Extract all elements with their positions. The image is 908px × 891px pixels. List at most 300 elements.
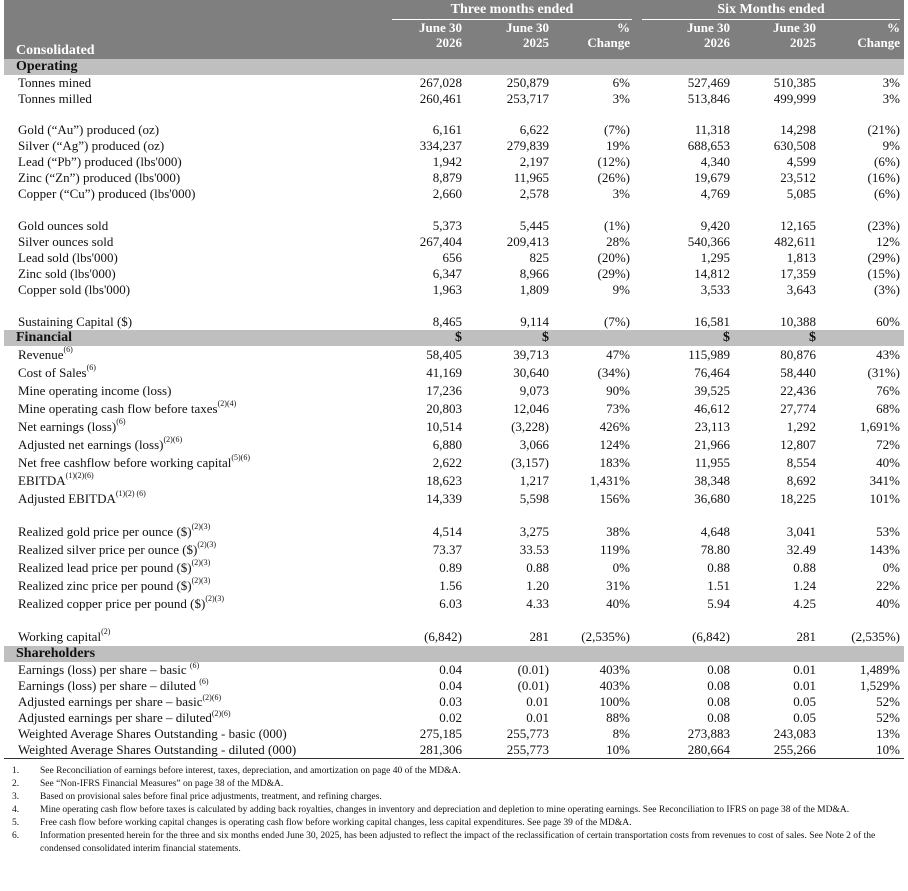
table-row — [4, 490, 904, 508]
cell-value: 5,373 — [432, 218, 462, 233]
cell-value: 58,440 — [780, 365, 816, 380]
row-label — [18, 595, 224, 613]
cell-value: 0.01 — [526, 694, 549, 709]
cell-value: 4,514 — [432, 524, 462, 539]
table-row — [4, 170, 904, 186]
table-row — [4, 577, 904, 595]
cell-value: 510,385 — [773, 75, 816, 90]
table-row — [4, 559, 904, 577]
cell-value: 18,225 — [780, 491, 816, 506]
footnote-ref: (6) — [199, 677, 209, 686]
row-label — [18, 577, 210, 595]
cell-value: 6.03 — [439, 596, 462, 611]
cell-value: 8,966 — [519, 266, 549, 281]
cell-value: 100% — [599, 694, 630, 709]
footnote-ref: (2)(6) — [163, 435, 183, 444]
cell-value: 22,436 — [780, 383, 816, 398]
row-label-text: Weighted Average Shares Outstanding - diluted (000) — [18, 742, 297, 757]
table-row — [4, 628, 904, 646]
cell-value: (3,157) — [511, 455, 549, 470]
row-label — [18, 628, 110, 646]
cell-value: 10% — [876, 742, 900, 757]
cell-value: 426% — [599, 419, 630, 434]
cell-value: 275,185 — [419, 726, 462, 741]
cell-value: 27,774 — [780, 401, 816, 416]
cell-value: 6,161 — [432, 122, 462, 137]
footnote-ref: (2)(6) — [202, 693, 222, 702]
spacer — [4, 613, 904, 628]
cell-value: 5.94 — [707, 596, 730, 611]
cell-value: 0.89 — [439, 560, 462, 575]
table-row — [4, 523, 904, 541]
cell-value: 8,554 — [786, 455, 816, 470]
cell-value: 0.01 — [793, 678, 816, 693]
table-row — [4, 418, 904, 436]
row-label — [18, 266, 116, 282]
six-months-header: Six Months ended — [642, 2, 900, 20]
cell-value: (3%) — [874, 282, 900, 297]
currency-symbol: $ — [455, 330, 462, 345]
cell-value: 250,879 — [506, 75, 549, 90]
cell-value: 1.20 — [526, 578, 549, 593]
cell-value: 2,578 — [519, 186, 549, 201]
cell-value: 28% — [606, 234, 630, 249]
table-row — [4, 742, 904, 759]
cell-value: 1,292 — [786, 419, 816, 434]
cell-value: 1.51 — [707, 578, 730, 593]
cell-value: 8,879 — [432, 170, 462, 185]
table-row — [4, 91, 904, 107]
footnote-ref: (2)(3) — [191, 522, 211, 531]
cell-value: 1,809 — [519, 282, 549, 297]
spacer — [4, 202, 904, 218]
row-label — [18, 742, 296, 758]
cell-value: (6%) — [874, 186, 900, 201]
column-header — [857, 20, 900, 50]
row-label — [18, 250, 118, 266]
row-label — [18, 662, 199, 678]
cell-value: 90% — [606, 383, 630, 398]
spacer — [4, 107, 904, 122]
cell-value: 513,846 — [687, 91, 730, 106]
cell-value: 18,623 — [426, 473, 462, 488]
row-label-text: Earnings (loss) per share – basic — [18, 662, 190, 677]
cell-value: 243,083 — [773, 726, 816, 741]
row-label-text: Copper (“Cu”) produced (lbs'000) — [18, 186, 196, 201]
row-label — [18, 122, 159, 138]
section-shareholders — [4, 646, 904, 662]
table-row — [4, 282, 904, 298]
row-label — [18, 364, 96, 382]
cell-value: (1%) — [604, 218, 630, 233]
table-row — [4, 364, 904, 382]
cell-value: 281,306 — [419, 742, 462, 757]
cell-value: 80,876 — [780, 347, 816, 362]
cell-value: 499,999 — [773, 91, 816, 106]
cell-value: 14,298 — [780, 122, 816, 137]
section-title: Financial — [16, 330, 73, 345]
cell-value: 540,366 — [687, 234, 730, 249]
cell-value: 16,581 — [694, 314, 730, 329]
cell-value: 2,622 — [432, 455, 462, 470]
row-label-text: Tonnes mined — [18, 75, 92, 90]
table-row — [4, 186, 904, 202]
footnote-ref: (1)(2)(6) — [65, 471, 94, 480]
cell-value: 52% — [876, 710, 900, 725]
cell-value: 4.25 — [793, 596, 816, 611]
cell-value: 9,420 — [700, 218, 730, 233]
cell-value: 9,073 — [519, 383, 549, 398]
row-label — [18, 314, 132, 330]
cell-value: 0.08 — [707, 678, 730, 693]
row-label — [18, 400, 236, 418]
row-label-text: Adjusted EBITDA — [18, 491, 116, 506]
cell-value: 12,807 — [780, 437, 816, 452]
cell-value: (7%) — [604, 122, 630, 137]
section-financial — [4, 330, 904, 346]
cell-value: 11,318 — [694, 122, 730, 137]
cell-value: 3% — [882, 91, 900, 106]
cell-value: 115,989 — [688, 347, 730, 362]
cell-value: 0.08 — [707, 694, 730, 709]
cell-value: 8,692 — [786, 473, 816, 488]
cell-value: 32.49 — [786, 542, 816, 557]
section-operating — [4, 59, 904, 75]
table-row — [4, 454, 904, 472]
cell-value: (29%) — [597, 266, 630, 281]
footnote-number: 2. — [12, 779, 20, 789]
cell-value: 4,599 — [786, 154, 816, 169]
table-row — [4, 75, 904, 91]
footnote-ref: (2)(3) — [197, 540, 217, 549]
cell-value: 40% — [876, 455, 900, 470]
cell-value: 2,660 — [432, 186, 462, 201]
cell-value: 1,529% — [859, 678, 900, 693]
cell-value: 482,611 — [774, 234, 816, 249]
row-label-text: Weighted Average Shares Outstanding - basic (000) — [18, 726, 287, 741]
row-label-text: Zinc (“Zn”) produced (lbs'000) — [18, 170, 181, 185]
row-label-text: Lead (“Pb”) produced (lbs'000) — [18, 154, 182, 169]
row-label-text: Revenue — [18, 347, 64, 362]
cell-value: 255,266 — [773, 742, 816, 757]
cell-value: 1.24 — [793, 578, 816, 593]
cell-value: 119% — [600, 542, 630, 557]
column-header-line2: 2025 — [523, 35, 549, 50]
footnote — [4, 791, 904, 804]
footnote-ref: (2)(3) — [191, 558, 211, 567]
row-label-text: Lead sold (lbs'000) — [18, 250, 118, 265]
cell-value: 1,217 — [519, 473, 549, 488]
cell-value: 12% — [876, 234, 900, 249]
row-label-text: Realized copper price per pound ($) — [18, 596, 206, 611]
cell-value: 72% — [876, 437, 900, 452]
row-label-text: Gold (“Au”) produced (oz) — [18, 122, 160, 137]
footnote — [4, 778, 904, 791]
cell-value: 255,773 — [506, 742, 549, 757]
cell-value: 260,461 — [419, 91, 462, 106]
cell-value: (2,535%) — [581, 629, 630, 644]
row-label — [18, 678, 209, 694]
cell-value: 3% — [882, 75, 900, 90]
footnote — [4, 765, 904, 778]
cell-value: 5,598 — [519, 491, 549, 506]
table-row — [4, 218, 904, 234]
column-header — [506, 20, 549, 50]
cell-value: 40% — [606, 596, 630, 611]
footnote-ref: (5)(6) — [231, 453, 250, 462]
cell-value: 0.05 — [793, 710, 816, 725]
column-header-line1: June 30 — [687, 20, 730, 35]
cell-value: 1,813 — [786, 250, 816, 265]
row-label-text: Silver (“Ag”) produced (oz) — [18, 138, 165, 153]
column-header — [587, 20, 630, 50]
three-months-header: Three months ended — [392, 2, 632, 20]
row-label — [18, 382, 171, 400]
cell-value: 53% — [876, 524, 900, 539]
cell-value: (12%) — [597, 154, 630, 169]
cell-value: 47% — [606, 347, 630, 362]
cell-value: 6,622 — [519, 122, 549, 137]
cell-value: 20,803 — [426, 401, 462, 416]
row-label-text: Cost of Sales — [18, 365, 87, 380]
cell-value: 12,046 — [513, 401, 549, 416]
cell-value: 73.37 — [432, 542, 462, 557]
cell-value: 101% — [869, 491, 900, 506]
footnote-number: 6. — [12, 831, 20, 841]
table-row — [4, 595, 904, 613]
cell-value: 527,469 — [687, 75, 730, 90]
cell-value: 17,236 — [426, 383, 462, 398]
cell-value: 0.02 — [439, 710, 462, 725]
row-label-text: Copper sold (lbs'000) — [18, 282, 131, 297]
row-label — [18, 490, 146, 508]
cell-value: 1.56 — [439, 578, 462, 593]
row-label — [18, 234, 113, 250]
cell-value: 4.33 — [526, 596, 549, 611]
cell-value: 1,691% — [859, 419, 900, 434]
footnote-text: See Reconciliation of earnings before interest, taxes, depreciation, and amortization on page 40 of the MD&A. — [40, 766, 461, 776]
row-label-text: Sustaining Capital ($) — [18, 314, 133, 329]
row-label — [18, 559, 210, 577]
cell-value: (23%) — [867, 218, 900, 233]
cell-value: (2,535%) — [851, 629, 900, 644]
cell-value: 21,966 — [694, 437, 730, 452]
cell-value: (20%) — [597, 250, 630, 265]
cell-value: (34%) — [597, 365, 630, 380]
table-row — [4, 694, 904, 710]
cell-value: 279,839 — [506, 138, 549, 153]
row-label-text: Net earnings (loss) — [18, 419, 117, 434]
row-label — [18, 726, 287, 742]
cell-value: 17,359 — [780, 266, 816, 281]
cell-value: (0.01) — [517, 678, 549, 693]
cell-value: 3,066 — [519, 437, 549, 452]
cell-value: 9% — [882, 138, 900, 153]
column-header-line1: June 30 — [773, 20, 816, 35]
row-label — [18, 154, 182, 170]
cell-value: 58,405 — [426, 347, 462, 362]
table-row — [4, 726, 904, 742]
cell-value: 341% — [869, 473, 900, 488]
cell-value: 209,413 — [506, 234, 549, 249]
cell-value: 183% — [599, 455, 630, 470]
row-label — [18, 91, 92, 107]
table-row — [4, 266, 904, 282]
row-label-text: EBITDA — [18, 473, 66, 488]
cell-value: 3,643 — [786, 282, 816, 297]
row-label-text: Realized silver price per ounce ($) — [18, 542, 198, 557]
cell-value: (0.01) — [517, 662, 549, 677]
cell-value: (6,842) — [424, 629, 462, 644]
cell-value: 0.88 — [793, 560, 816, 575]
spacer — [4, 508, 904, 523]
row-label — [18, 454, 250, 472]
column-header-line2: 2025 — [790, 35, 816, 50]
cell-value: 6% — [612, 75, 630, 90]
footnote-text: Mine operating cash flow before taxes is calculated by adding back royalties, changes in inventory and depreciation and depletion to mine operating earnings. See Reconciliation to IFRS on page 38 of the MD&A. — [40, 805, 850, 815]
cell-value: 36,680 — [694, 491, 730, 506]
cell-value: 14,812 — [694, 266, 730, 281]
footnote-ref: (6) — [189, 661, 200, 670]
cell-value: 2,197 — [519, 154, 549, 169]
cell-value: 11,965 — [513, 170, 549, 185]
cell-value: 0.08 — [707, 710, 730, 725]
cell-value: 22% — [876, 578, 900, 593]
cell-value: 1,295 — [700, 250, 730, 265]
footnote-text: See “Non-IFRS Financial Measures” on page 38 of the MD&A. — [40, 779, 284, 789]
row-label — [18, 710, 231, 726]
row-label-text: Adjusted earnings per share – diluted — [18, 710, 212, 725]
cell-value: 0.03 — [439, 694, 462, 709]
cell-value: 8,465 — [432, 314, 462, 329]
row-label-text: Earnings (loss) per share – diluted — [18, 678, 200, 693]
row-label — [18, 694, 221, 710]
cell-value: 403% — [599, 662, 630, 677]
cell-value: 255,773 — [506, 726, 549, 741]
table-row — [4, 710, 904, 726]
cell-value: 33.53 — [519, 542, 549, 557]
cell-value: 0.01 — [526, 710, 549, 725]
cell-value: (31%) — [867, 365, 900, 380]
cell-value: 0.88 — [526, 560, 549, 575]
cell-value: 5,445 — [519, 218, 549, 233]
currency-symbol: $ — [542, 330, 549, 345]
cell-value: 6,347 — [432, 266, 462, 281]
section-title: Operating — [16, 59, 78, 74]
footnote-ref: (2)(3) — [191, 576, 211, 585]
row-label — [18, 418, 126, 436]
footnote-ref: (6) — [86, 363, 96, 372]
cell-value: 14,339 — [426, 491, 462, 506]
cell-value: 43% — [876, 347, 900, 362]
currency-symbol: $ — [809, 330, 816, 345]
cell-value: 52% — [876, 694, 900, 709]
table-row — [4, 400, 904, 418]
row-label — [18, 472, 94, 490]
cell-value: 3% — [612, 186, 630, 201]
cell-value: (3,228) — [511, 419, 549, 434]
cell-value: (29%) — [867, 250, 900, 265]
cell-value: 273,883 — [687, 726, 730, 741]
cell-value: 0% — [882, 560, 900, 575]
row-label-text: Tonnes milled — [18, 91, 92, 106]
spacer — [4, 298, 904, 314]
table-header — [4, 0, 904, 59]
cell-value: 688,653 — [687, 138, 730, 153]
cell-value: 281 — [529, 629, 549, 644]
cell-value: 3% — [612, 91, 630, 106]
cell-value: 60% — [876, 314, 900, 329]
row-label — [18, 138, 164, 154]
table-row — [4, 678, 904, 694]
cell-value: 0.88 — [707, 560, 730, 575]
cell-value: (7%) — [604, 314, 630, 329]
table-row — [4, 472, 904, 490]
cell-value: 10,388 — [780, 314, 816, 329]
cell-value: 267,404 — [419, 234, 462, 249]
cell-value: 630,508 — [773, 138, 816, 153]
footnote-ref: (6) — [116, 417, 126, 426]
row-label — [18, 218, 108, 234]
table-row — [4, 346, 904, 364]
cell-value: 656 — [442, 250, 462, 265]
cell-value: 39,525 — [694, 383, 730, 398]
cell-value: (21%) — [867, 122, 900, 137]
row-label-text: Silver ounces sold — [18, 234, 114, 249]
cell-value: (16%) — [867, 170, 900, 185]
cell-value: 3,275 — [519, 524, 549, 539]
cell-value: 11,955 — [694, 455, 730, 470]
cell-value: 31% — [606, 578, 630, 593]
cell-value: 9% — [612, 282, 630, 297]
row-label — [18, 523, 210, 541]
cell-value: 0% — [612, 560, 630, 575]
table-row — [4, 138, 904, 154]
row-label — [18, 346, 73, 364]
cell-value: 124% — [599, 437, 630, 452]
table-row — [4, 154, 904, 170]
column-header-line2: 2026 — [436, 35, 462, 50]
column-header-line1: June 30 — [419, 20, 462, 35]
cell-value: 13% — [876, 726, 900, 741]
footnote-number: 1. — [12, 766, 20, 776]
column-header-line2: Change — [857, 35, 900, 50]
cell-value: 156% — [599, 491, 630, 506]
footnote-ref: (2)(6) — [211, 709, 231, 718]
cell-value: 1,963 — [432, 282, 462, 297]
cell-value: 4,648 — [700, 524, 730, 539]
row-label-text: Realized zinc price per pound ($) — [18, 578, 192, 593]
cell-value: 0.04 — [439, 662, 462, 677]
row-label-text: Adjusted net earnings (loss) — [18, 437, 164, 452]
footnote-number: 3. — [12, 792, 20, 802]
cell-value: 253,717 — [506, 91, 549, 106]
footnote-text: Based on provisional sales before final price adjustments, treatment, and refining charges. — [40, 792, 382, 802]
row-label-text: Zinc sold (lbs'000) — [18, 266, 116, 281]
cell-value: 280,664 — [687, 742, 730, 757]
cell-value: 281 — [796, 629, 816, 644]
footnote-ref: (2) — [101, 627, 111, 636]
row-label — [18, 75, 91, 91]
column-header — [419, 20, 462, 50]
footnote — [4, 817, 904, 830]
table-row — [4, 662, 904, 678]
cell-value: 23,113 — [694, 419, 730, 434]
row-label-text: Working capital — [18, 629, 102, 644]
row-label-text: Net free cashflow before working capital — [18, 455, 232, 470]
cell-value: 6,880 — [432, 437, 462, 452]
cell-value: (26%) — [597, 170, 630, 185]
